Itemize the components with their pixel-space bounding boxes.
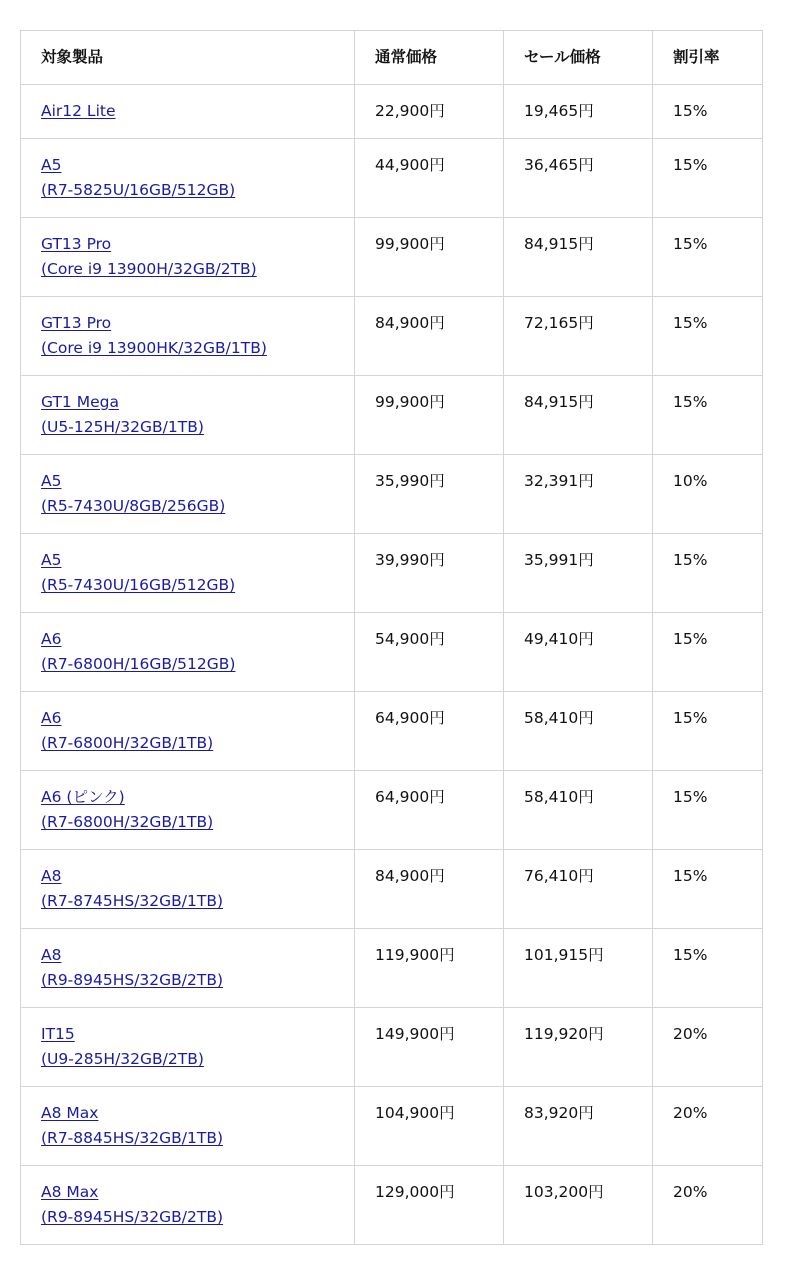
product-link[interactable] [41,99,334,124]
product-cell [21,1008,355,1087]
regular-price-cell: 39,990円 [355,534,504,613]
product-cell [21,692,355,771]
sale-price-table [20,30,763,1245]
product-name: A6 (ピンク) [41,788,125,806]
product-link[interactable] [41,1180,334,1230]
product-name: GT13 Pro [41,314,112,332]
product-spec: (R7-8745HS/32GB/1TB) [41,892,224,910]
table-header [21,31,763,85]
sale-price-cell: 36,465円 [504,139,653,218]
product-link[interactable] [41,785,334,835]
sale-price-cell: 84,915円 [504,376,653,455]
regular-price-cell: 99,900円 [355,376,504,455]
product-link[interactable] [41,1022,334,1072]
product-name: A6 [41,709,62,727]
product-cell [21,771,355,850]
discount-rate-cell: 15% [653,692,763,771]
sale-price-cell: 72,165円 [504,297,653,376]
product-cell [21,850,355,929]
regular-price-cell: 44,900円 [355,139,504,218]
product-name: Air12 Lite [41,102,116,120]
discount-rate-cell: 15% [653,297,763,376]
product-spec: (R5-7430U/8GB/256GB) [41,497,226,515]
sale-price-cell: 35,991円 [504,534,653,613]
product-cell [21,1166,355,1245]
discount-rate-cell: 15% [653,929,763,1008]
table-row [21,613,763,692]
regular-price-cell: 84,900円 [355,850,504,929]
discount-rate-cell: 15% [653,85,763,139]
product-spec: (R7-6800H/16GB/512GB) [41,655,236,673]
table-row [21,455,763,534]
product-spec: (R7-8845HS/32GB/1TB) [41,1129,224,1147]
product-name: GT1 Mega [41,393,119,411]
sale-price-cell: 49,410円 [504,613,653,692]
product-name: A6 [41,630,62,648]
product-name: A8 Max [41,1183,99,1201]
product-cell [21,929,355,1008]
table-row [21,1008,763,1087]
discount-rate-cell: 15% [653,534,763,613]
discount-rate-cell: 15% [653,613,763,692]
regular-price-cell: 104,900円 [355,1087,504,1166]
product-spec: (R9-8945HS/32GB/2TB) [41,1208,224,1226]
product-cell [21,139,355,218]
discount-rate-cell: 15% [653,376,763,455]
sale-price-cell: 19,465円 [504,85,653,139]
table-row [21,1166,763,1245]
product-cell [21,376,355,455]
regular-price-cell: 84,900円 [355,297,504,376]
table-row [21,771,763,850]
sale-price-cell: 84,915円 [504,218,653,297]
regular-price-cell: 35,990円 [355,455,504,534]
product-spec: (R5-7430U/16GB/512GB) [41,576,236,594]
regular-price-cell: 64,900円 [355,692,504,771]
discount-rate-cell: 20% [653,1166,763,1245]
sale-price-cell: 58,410円 [504,771,653,850]
discount-rate-cell: 10% [653,455,763,534]
product-spec: (R7-5825U/16GB/512GB) [41,181,236,199]
table-row [21,534,763,613]
product-link[interactable] [41,943,334,993]
product-spec: (R7-6800H/32GB/1TB) [41,813,214,831]
regular-price-cell: 22,900円 [355,85,504,139]
table-row [21,218,763,297]
regular-price-cell: 54,900円 [355,613,504,692]
product-link[interactable] [41,232,334,282]
sale-price-cell: 103,200円 [504,1166,653,1245]
product-spec: (R7-6800H/32GB/1TB) [41,734,214,752]
product-name: A5 [41,156,62,174]
discount-rate-cell: 20% [653,1087,763,1166]
product-spec: (Core i9 13900HK/32GB/1TB) [41,339,267,357]
sale-table-container [20,30,763,1245]
discount-rate-cell: 15% [653,771,763,850]
table-body [21,85,763,1245]
sale-price-cell: 101,915円 [504,929,653,1008]
product-name: A8 [41,867,62,885]
product-name: A5 [41,551,62,569]
product-spec: (Core i9 13900H/32GB/2TB) [41,260,257,278]
table-row [21,139,763,218]
regular-price-cell: 64,900円 [355,771,504,850]
product-link[interactable] [41,469,334,519]
product-link[interactable] [41,627,334,677]
header-row [21,31,763,85]
product-cell [21,534,355,613]
regular-price-cell: 99,900円 [355,218,504,297]
discount-rate-cell: 15% [653,218,763,297]
product-cell [21,218,355,297]
product-link[interactable] [41,864,334,914]
sale-price-cell: 83,920円 [504,1087,653,1166]
product-link[interactable] [41,153,334,203]
product-cell [21,297,355,376]
product-link[interactable] [41,1101,334,1151]
product-name: IT15 [41,1025,75,1043]
regular-price-cell: 129,000円 [355,1166,504,1245]
product-cell [21,455,355,534]
product-spec: (U5-125H/32GB/1TB) [41,418,204,436]
product-spec: (R9-8945HS/32GB/2TB) [41,971,224,989]
discount-rate-cell: 20% [653,1008,763,1087]
table-row [21,1087,763,1166]
product-spec: (U9-285H/32GB/2TB) [41,1050,204,1068]
sale-price-cell: 119,920円 [504,1008,653,1087]
product-name: A5 [41,472,62,490]
product-name: A8 Max [41,1104,99,1122]
table-row [21,297,763,376]
product-name: A8 [41,946,62,964]
product-cell [21,613,355,692]
discount-rate-cell: 15% [653,850,763,929]
sale-price-cell: 58,410円 [504,692,653,771]
header-sale-price: セール価格 [504,31,653,85]
header-regular-price: 通常価格 [355,31,504,85]
header-product: 対象製品 [21,31,355,85]
product-name: GT13 Pro [41,235,112,253]
table-row [21,692,763,771]
product-cell [21,1087,355,1166]
sale-price-cell: 32,391円 [504,455,653,534]
regular-price-cell: 149,900円 [355,1008,504,1087]
product-link[interactable] [41,548,334,598]
discount-rate-cell: 15% [653,139,763,218]
table-row [21,850,763,929]
product-link[interactable] [41,706,334,756]
header-discount-rate: 割引率 [653,31,763,85]
sale-price-cell: 76,410円 [504,850,653,929]
product-link[interactable] [41,390,334,440]
table-row [21,929,763,1008]
table-row [21,85,763,139]
table-row [21,376,763,455]
product-cell [21,85,355,139]
product-link[interactable] [41,311,334,361]
regular-price-cell: 119,900円 [355,929,504,1008]
